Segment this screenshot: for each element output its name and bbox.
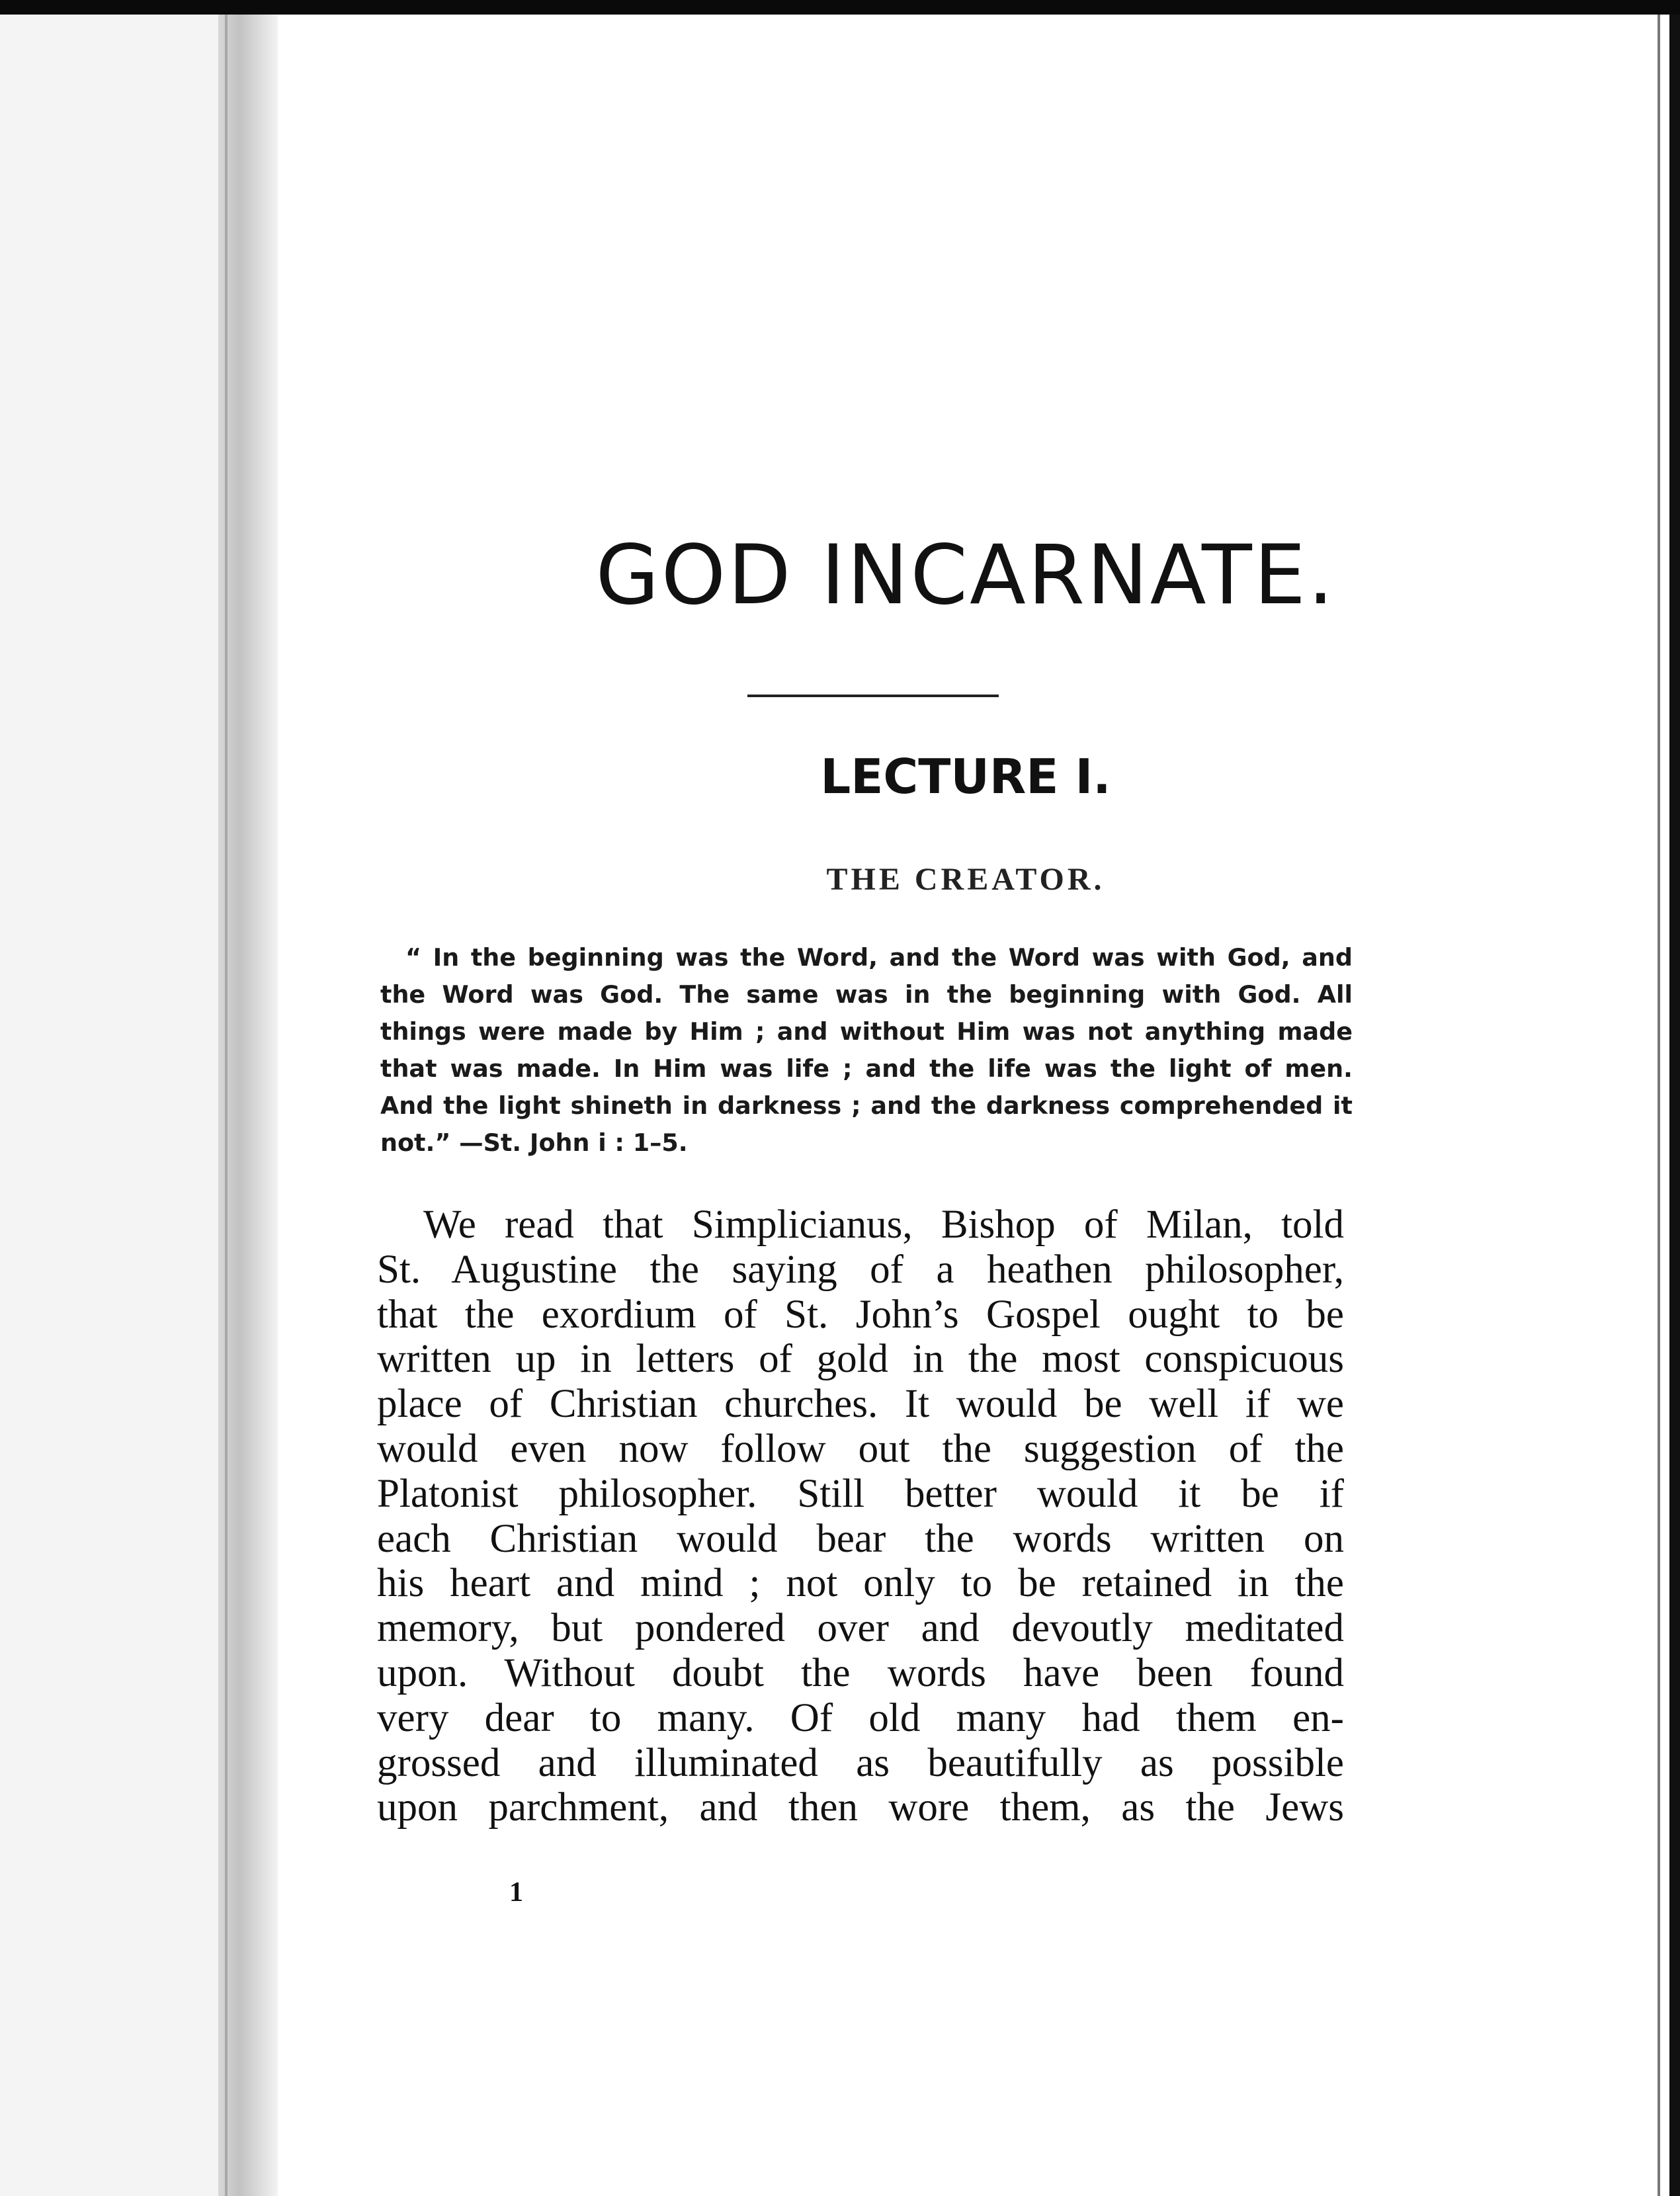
body-line: would even now follow out the suggestion of the bbox=[377, 1426, 1344, 1471]
epigraph-line: “ In the beginning was the Word, and the Word was with God, and bbox=[405, 943, 1353, 972]
body-line: memory, but pondered over and devoutly meditated bbox=[377, 1606, 1344, 1651]
lecture-subtitle: THE CREATOR. bbox=[826, 862, 1105, 897]
body-line: written up in letters of gold in the most conspicuous bbox=[377, 1337, 1344, 1382]
body-line: St. Augustine the saying of a heathen philosopher, bbox=[377, 1247, 1344, 1292]
epigraph-line: And the light shineth in darkness ; and the darkness comprehended it bbox=[380, 1091, 1353, 1120]
lecture-heading: LECTURE I. bbox=[820, 749, 1111, 804]
body-line: Platonist philosopher. Still better would it be if bbox=[377, 1471, 1344, 1516]
body-line: upon. Without doubt the words have been found bbox=[377, 1650, 1344, 1695]
scan-right-border bbox=[1669, 15, 1680, 2196]
scan-top-border bbox=[0, 0, 1680, 15]
page-number: 1 bbox=[509, 1877, 523, 1908]
epigraph-line: things were made by Him ; and without Him was not anything made bbox=[380, 1017, 1353, 1046]
epigraph-line: the Word was God. The same was in the beginning with God. All bbox=[380, 980, 1353, 1009]
body-line: his heart and mind ; not only to be retained in the bbox=[377, 1561, 1344, 1606]
page-edge-line bbox=[1658, 15, 1660, 2196]
book-title: GOD INCARNATE. bbox=[595, 528, 1336, 623]
facing-page-edge bbox=[0, 15, 218, 2196]
epigraph-line: not.” —St. John i : 1–5. bbox=[380, 1128, 688, 1157]
gutter-fold-line bbox=[225, 15, 228, 2196]
scripture-epigraph bbox=[380, 939, 1353, 1161]
body-line: very dear to many. Of old many had them en- bbox=[377, 1695, 1344, 1740]
body-line: that the exordium of St. John’s Gospel ought to be bbox=[377, 1292, 1344, 1337]
body-line: grossed and illuminated as beautifully as possible bbox=[377, 1740, 1344, 1785]
title-divider bbox=[747, 695, 999, 697]
body-line: We read that Simplicianus, Bishop of Milan, told bbox=[423, 1203, 1344, 1247]
body-line: place of Christian churches. It would be well if we bbox=[377, 1382, 1344, 1427]
body-paragraph bbox=[377, 1203, 1344, 1830]
body-line: each Christian would bear the words written on bbox=[377, 1516, 1344, 1561]
epigraph-line: that was made. In Him was life ; and the life was the light of men. bbox=[380, 1054, 1353, 1083]
body-line: upon parchment, and then wore them, as the Jews bbox=[377, 1785, 1344, 1830]
